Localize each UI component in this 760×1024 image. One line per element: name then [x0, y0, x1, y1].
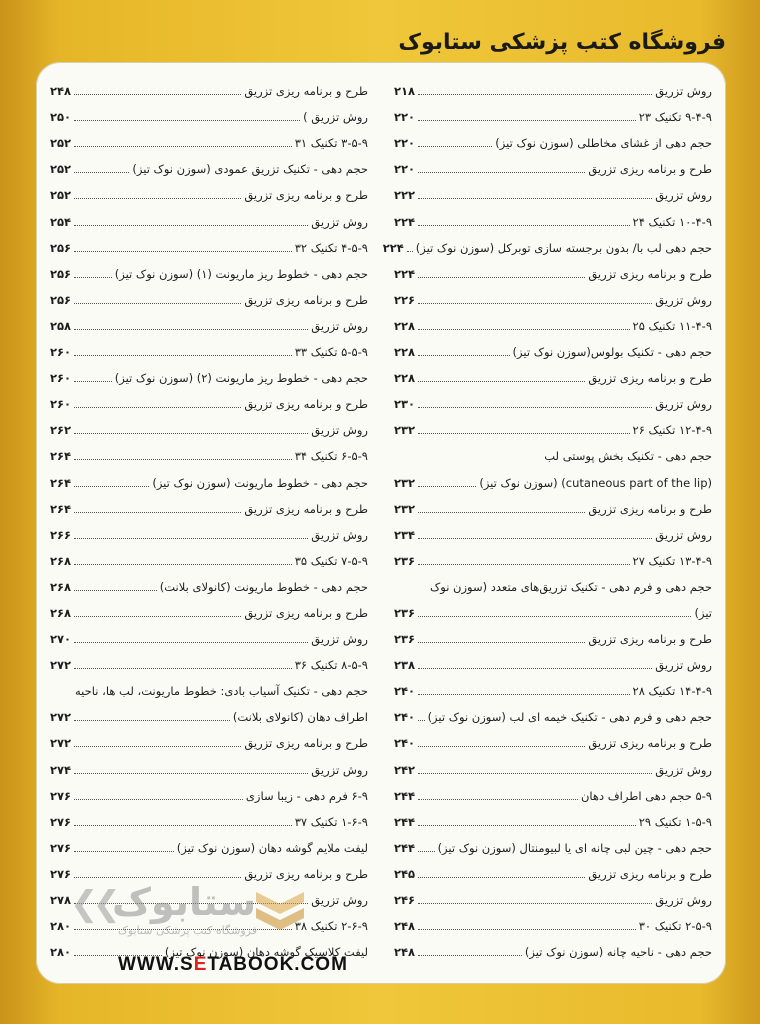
toc-entry: [50, 202, 368, 228]
toc-leader-dots: [418, 486, 476, 487]
toc-entry: [394, 907, 712, 933]
toc-entry-title: روش تزریق: [655, 893, 712, 907]
toc-leader-dots: [418, 329, 629, 330]
toc-leader-dots: [74, 433, 308, 434]
toc-entry: [394, 98, 712, 124]
toc-entry-title: ۵-۹ حجم دهی اطراف دهان: [580, 788, 712, 803]
toc-page-number: ۲۳۶: [394, 553, 416, 568]
toc-leader-dots: [74, 720, 230, 721]
toc-leader-dots: [418, 955, 522, 956]
toc-entry: [394, 411, 712, 437]
toc-entry-title: ۶-۵-۹ تکنیک ۳۴: [294, 449, 368, 464]
toc-entry: [50, 672, 368, 698]
toc-entry: [394, 359, 712, 385]
toc-leader-dots: [418, 642, 585, 643]
toc-page-number: ۲۳۴: [394, 527, 416, 542]
toc-entry-title: حجم دهی - تکنیک بخش پوستی لب: [544, 449, 712, 464]
toc-leader-dots: [74, 146, 292, 147]
toc-entry-title: طرح و برنامه ریزی تزریق: [244, 736, 368, 751]
toc-page-number: ۲۷۰: [50, 632, 72, 647]
toc-leader-dots: [74, 277, 112, 278]
toc-entry: [50, 359, 368, 385]
toc-leader-dots: [74, 616, 241, 617]
toc-entry-title: روش تزریق: [655, 527, 712, 542]
toc-leader-dots: [74, 668, 292, 669]
toc-entry-title: ۴-۵-۹ تکنیک ۳۲: [294, 240, 368, 255]
toc-leader-dots: [418, 773, 652, 774]
toc-page-number: ۲۶۴: [50, 449, 72, 464]
toc-entry: [394, 124, 712, 150]
toc-entry: [50, 176, 368, 202]
toc-page-number: ۲۳۲: [394, 501, 416, 516]
toc-entry: [394, 255, 712, 281]
toc-entry: [394, 777, 712, 803]
toc-page-number: ۲۶۸: [50, 579, 72, 594]
toc-entry-title: طرح و برنامه ریزی تزریق: [244, 501, 368, 516]
toc-page-number: ۲۷۸: [50, 893, 72, 907]
toc-entry: [50, 855, 368, 881]
toc-entry: [394, 698, 712, 724]
toc-leader-dots: [74, 225, 308, 226]
toc-page-number: ۲۶۲: [50, 423, 72, 438]
toc-page-number: ۲۲۴: [394, 266, 416, 281]
toc-entry-title: روش تزریق: [655, 292, 712, 307]
toc-leader-dots: [418, 407, 652, 408]
toc-entry: [50, 411, 368, 437]
toc-page-number: ۲۷۶: [50, 866, 72, 881]
toc-leader-dots: [418, 303, 652, 304]
toc-entry-title: روش تزریق: [311, 318, 368, 333]
toc-entry-title: (cutaneous part of the lip) (سوزن نوک تیز): [479, 475, 712, 490]
toc-leader-dots: [418, 877, 585, 878]
toc-entry-title: ۱۴-۴-۹ تکنیک ۲۸: [632, 684, 712, 699]
toc-page-number: ۲۲۸: [394, 345, 416, 360]
toc-entry-title: ۲-۶-۹ تکنیک ۳۸: [294, 919, 368, 934]
toc-entry: [50, 229, 368, 255]
toc-page-number: ۲۵۲: [50, 136, 72, 151]
toc-page-number: ۲۷۴: [50, 762, 72, 777]
toc-page-number: ۲۵۰: [50, 110, 72, 125]
toc-entry-title: حجم دهی - خطوط ماریونت (سوزن نوک تیز): [152, 475, 368, 490]
toc-leader-dots: [418, 381, 585, 382]
toc-entry: [50, 490, 368, 516]
toc-page-number: ۲۵۶: [50, 292, 72, 307]
toc-entry: [394, 881, 712, 907]
toc-entry-title: لیفت ملایم گوشه دهان (سوزن نوک تیز): [176, 840, 368, 855]
toc-entry: [394, 829, 712, 855]
watermark-subtitle: فروشگاه کتب پزشکی ستابوک: [118, 924, 257, 937]
toc-entry-title: طرح و برنامه ریزی تزریق: [244, 84, 368, 99]
toc-entry: [50, 829, 368, 855]
toc-entry-title: روش تزریق: [655, 84, 712, 99]
toc-entry-title: طرح و برنامه ریزی تزریق: [588, 866, 712, 881]
toc-page-number: ۲۴۴: [394, 840, 416, 855]
toc-column-left: [50, 72, 368, 959]
toc-entry: [394, 490, 712, 516]
toc-page-number: ۲۲۰: [394, 110, 416, 125]
toc-entry-title: طرح و برنامه ریزی تزریق: [588, 266, 712, 281]
toc-page-number: ۲۱۸: [394, 84, 416, 99]
toc-entry: [50, 646, 368, 672]
toc-leader-dots: [418, 146, 492, 147]
toc-page-number: ۲۶۰: [50, 345, 72, 360]
toc-entry: [394, 672, 712, 698]
toc-entry-title: روش تزریق: [311, 762, 368, 777]
toc-entry-title: طرح و برنامه ریزی تزریق: [244, 188, 368, 203]
toc-leader-dots: [418, 172, 585, 173]
toc-entry: [50, 333, 368, 359]
toc-page-number: ۲۵۲: [50, 162, 72, 177]
toc-page-number: ۲۵۲: [50, 188, 72, 203]
toc-leader-dots: [418, 694, 629, 695]
toc-entry: [394, 933, 712, 959]
toc-page-number: ۲۷۶: [50, 814, 72, 829]
toc-leader-dots: [407, 251, 413, 252]
toc-entry: [394, 72, 712, 98]
toc-entry: [394, 176, 712, 202]
toc-column-right: [382, 72, 712, 960]
toc-entry-title: ۱-۶-۹ تکنیک ۳۷: [294, 814, 368, 829]
toc-entry: [394, 385, 712, 411]
toc-page-number: ۲۳۰: [394, 397, 416, 412]
toc-page-number: ۲۲۰: [394, 136, 416, 151]
toc-leader-dots: [74, 120, 300, 121]
toc-entry-title: طرح و برنامه ریزی تزریق: [244, 397, 368, 412]
toc-leader-dots: [418, 929, 636, 930]
toc-leader-dots: [418, 512, 585, 513]
toc-entry: [50, 437, 368, 463]
toc-entry: [50, 124, 368, 150]
toc-entry: [394, 516, 712, 542]
toc-entry-title: روش تزریق ): [303, 110, 368, 125]
toc-leader-dots: [74, 538, 308, 539]
toc-page-number: ۲۶۸: [50, 553, 72, 568]
toc-entry: [394, 463, 712, 489]
toc-entry: [50, 620, 368, 646]
toc-leader-dots: [418, 564, 629, 565]
url-accent-letter: E: [193, 954, 208, 975]
toc-entry-title: ۵-۵-۹ تکنیک ۳۳: [294, 345, 368, 360]
toc-entry-title: ۸-۵-۹ تکنیک ۳۶: [294, 658, 368, 673]
toc-leader-dots: [418, 225, 629, 226]
toc-entry-title: ۱۲-۴-۹ تکنیک ۲۶: [632, 423, 712, 438]
toc-page-number: ۲۶۰: [50, 371, 72, 386]
toc-leader-dots: [74, 94, 241, 95]
toc-page-number: ۲۴۵: [394, 866, 416, 881]
toc-entry: [394, 646, 712, 672]
toc-leader-dots: [74, 746, 241, 747]
toc-entry: [394, 803, 712, 829]
toc-entry: [50, 385, 368, 411]
toc-entry: [394, 202, 712, 228]
toc-page-number: ۲۳۸: [394, 658, 416, 673]
website-url[interactable]: [118, 954, 348, 976]
toc-entry: [50, 281, 368, 307]
toc-entry-title: روش تزریق: [311, 527, 368, 542]
toc-entry-title: حجم دهی - تکنیک آسیاب بادی: خطوط ماریونت، لب ها، ناحیه: [75, 684, 368, 699]
toc-page-number: ۲۲۰: [394, 162, 416, 177]
toc-entry-title: روش تزریق: [655, 188, 712, 203]
toc-leader-dots: [74, 799, 243, 800]
toc-page-number: ۲۷۶: [50, 840, 72, 855]
toc-page-number: ۲۵۸: [50, 318, 72, 333]
toc-leader-dots: [74, 642, 308, 643]
toc-leader-dots: [74, 172, 129, 173]
toc-entry-title: ۹-۴-۹ تکنیک ۲۳: [638, 110, 712, 125]
toc-entry-title: حجم دهی و فرم دهی - تکنیک خیمه ای لب (سوزن نوک تیز): [427, 710, 712, 725]
toc-entry: [50, 72, 368, 98]
toc-entry-title: طرح و برنامه ریزی تزریق: [588, 736, 712, 751]
toc-entry-title: حجم دهی - چین لبی چانه ای یا لبیومنتال (سوزن نوک تیز): [437, 840, 712, 855]
toc-entry-title: ۷-۵-۹ تکنیک ۳۵: [294, 553, 368, 568]
toc-entry-title: روش تزریق: [311, 893, 368, 907]
toc-entry: [394, 333, 712, 359]
toc-entry: [50, 542, 368, 568]
toc-entry: [394, 855, 712, 881]
toc-leader-dots: [418, 94, 652, 95]
toc-entry: [394, 594, 712, 620]
toc-entry-title: طرح و برنامه ریزی تزریق: [244, 605, 368, 620]
toc-page-number: ۲۳۲: [394, 423, 416, 438]
toc-entry-title: لیفت کلاسیک گوشه دهان (سوزن نوک تیز): [164, 945, 368, 960]
toc-entry-title: ۱۱-۴-۹ تکنیک ۲۵: [632, 318, 712, 333]
toc-page-number: ۲۶۰: [50, 397, 72, 412]
toc-entry: [394, 620, 712, 646]
toc-entry: [394, 542, 712, 568]
toc-leader-dots: [418, 903, 652, 904]
toc-page-number: ۲۴۶: [394, 893, 416, 907]
toc-entry-title: ۱۰-۴-۹ تکنیک ۲۴: [632, 214, 712, 229]
toc-page-number: ۲۴۴: [394, 788, 416, 803]
toc-leader-dots: [74, 773, 308, 774]
toc-page-number: ۲۷۲: [50, 658, 72, 673]
toc-entry-title: روش تزریق: [311, 214, 368, 229]
toc-leader-dots: [74, 851, 174, 852]
toc-page-number: ۲۲۴: [394, 214, 416, 229]
toc-entry-title: ۱-۵-۹ تکنیک ۲۹: [638, 814, 712, 829]
toc-entry: [394, 568, 712, 594]
toc-leader-dots: [74, 486, 149, 487]
toc-entry-title: حجم دهی و فرم دهی - تکنیک تزریق‌های متعدد (سوزن نوک: [429, 579, 712, 594]
toc-entry: [50, 568, 368, 594]
toc-page-number: ۲۴۰: [394, 710, 416, 725]
toc-entry: [50, 594, 368, 620]
toc-entry: [394, 437, 712, 463]
toc-page-number: ۲۶۶: [50, 527, 72, 542]
stacked-chevron-logo-icon: [250, 882, 310, 938]
toc-page-number: ۲۴۸: [50, 84, 72, 99]
toc-entry-title: روش تزریق: [655, 762, 712, 777]
toc-entry-title: حجم دهی - ناحیه چانه (سوزن نوک تیز): [524, 945, 712, 960]
store-title: فروشگاه کتب پزشکی ستابوک: [398, 30, 726, 55]
toc-entry: [394, 307, 712, 333]
toc-leader-dots: [74, 381, 112, 382]
toc-page-number: ۲۲۴: [382, 240, 404, 255]
toc-leader-dots: [418, 668, 652, 669]
toc-entry-title: طرح و برنامه ریزی تزریق: [588, 162, 712, 177]
url-part-2: TABOOK.COM: [207, 954, 348, 975]
toc-entry-title: روش تزریق: [311, 632, 368, 647]
toc-page-number: ۲۲۸: [394, 371, 416, 386]
toc-leader-dots: [74, 303, 241, 304]
toc-page-number: ۲۲۲: [394, 188, 416, 203]
toc-entry-title: ۶-۹ فرم دهی - زیبا سازی: [245, 788, 368, 803]
toc-page-number: ۲۵۶: [50, 240, 72, 255]
toc-entry-title: حجم دهی - خطوط ریز ماریونت (۱) (سوزن نوک تیز): [114, 266, 368, 281]
toc-page-number: ۲۵۶: [50, 266, 72, 281]
toc-leader-dots: [74, 355, 292, 356]
toc-page-number: ۲۶۴: [50, 475, 72, 490]
toc-entry-title: طرح و برنامه ریزی تزریق: [588, 501, 712, 516]
watermark-word: ستابوک: [112, 880, 257, 924]
toc-entry: [394, 150, 712, 176]
toc-leader-dots: [418, 538, 652, 539]
toc-entry-title: ۱۳-۴-۹ تکنیک ۲۷: [632, 553, 712, 568]
toc-entry: [50, 803, 368, 829]
toc-leader-dots: [418, 746, 585, 747]
chevrons-icon: ❮❮: [70, 884, 115, 924]
toc-page: [36, 62, 726, 984]
toc-entry-title: ۲-۵-۹ تکنیک ۳۰: [638, 919, 712, 934]
toc-entry-title: طرح و برنامه ریزی تزریق: [244, 866, 368, 881]
toc-entry: [394, 281, 712, 307]
toc-page-number: ۲۴۸: [394, 945, 416, 960]
toc-page-number: ۲۴۴: [394, 814, 416, 829]
toc-entry: [50, 516, 368, 542]
toc-entry-title: طرح و برنامه ریزی تزریق: [588, 371, 712, 386]
toc-leader-dots: [74, 512, 241, 513]
toc-entry: [50, 724, 368, 750]
toc-entry: [50, 698, 368, 724]
toc-page-number: ۲۸۰: [50, 945, 72, 960]
toc-page-number: ۲۷۲: [50, 710, 72, 725]
toc-leader-dots: [418, 120, 636, 121]
toc-leader-dots: [418, 851, 435, 852]
toc-page-number: ۲۴۸: [394, 919, 416, 934]
toc-entry: [382, 229, 712, 255]
toc-page-number: ۲۶۸: [50, 605, 72, 620]
toc-leader-dots: [418, 616, 691, 617]
toc-page-number: ۲۳۲: [394, 475, 416, 490]
setabook-watermark: [70, 878, 370, 948]
toc-page-number: ۲۷۶: [50, 788, 72, 803]
toc-entry-title: اطراف دهان (کانولای بلانت): [232, 710, 368, 725]
toc-leader-dots: [418, 825, 636, 826]
toc-entry: [394, 724, 712, 750]
toc-leader-dots: [418, 277, 585, 278]
toc-entry: [50, 307, 368, 333]
url-part-1: WWW.S: [118, 954, 194, 975]
toc-leader-dots: [74, 407, 241, 408]
toc-leader-dots: [74, 329, 308, 330]
toc-entry-title: روش تزریق: [655, 658, 712, 673]
toc-entry-title: ۳-۵-۹ تکنیک ۳۱: [294, 136, 368, 151]
toc-leader-dots: [418, 799, 578, 800]
toc-entry-title: حجم دهی - تکنیک تزریق عمودی (سوزن نوک تیز): [132, 162, 368, 177]
toc-leader-dots: [74, 825, 292, 826]
toc-entry-title: طرح و برنامه ریزی تزریق: [588, 632, 712, 647]
toc-page-number: ۲۶۴: [50, 501, 72, 516]
toc-leader-dots: [418, 355, 509, 356]
toc-page-number: ۲۴۰: [394, 684, 416, 699]
toc-page-number: ۲۲۶: [394, 292, 416, 307]
toc-entry: [50, 463, 368, 489]
toc-entry-title: روش تزریق: [311, 423, 368, 438]
toc-entry-title: روش تزریق: [655, 397, 712, 412]
toc-entry: [50, 777, 368, 803]
toc-leader-dots: [74, 459, 292, 460]
toc-entry-title: طرح و برنامه ریزی تزریق: [244, 292, 368, 307]
toc-leader-dots: [74, 251, 292, 252]
toc-entry-title: تیز): [694, 605, 712, 620]
toc-entry-title: حجم دهی - خطوط ریز ماریونت (۲) (سوزن نوک تیز): [114, 371, 368, 386]
toc-page-number: ۲۴۰: [394, 736, 416, 751]
toc-entry: [50, 150, 368, 176]
toc-leader-dots: [74, 590, 157, 591]
toc-page-number: ۲۳۶: [394, 605, 416, 620]
toc-entry-title: حجم دهی - تکنیک بولوس(سوزن نوک تیز): [512, 345, 712, 360]
toc-entry: [50, 750, 368, 776]
toc-entry: [50, 98, 368, 124]
toc-leader-dots: [418, 198, 652, 199]
toc-entry-title: حجم دهی لب با/ بدون برجسته سازی توبرکل (سوزن نوک تیز): [415, 240, 712, 255]
toc-page-number: ۲۷۲: [50, 736, 72, 751]
toc-entry-title: حجم دهی - خطوط ماریونت (کانولای بلانت): [159, 579, 368, 594]
toc-leader-dots: [74, 198, 241, 199]
toc-leader-dots: [418, 720, 425, 721]
toc-entry-title: حجم دهی از غشای مخاطلی (سوزن نوک تیز): [495, 136, 712, 151]
toc-page-number: ۲۵۴: [50, 214, 72, 229]
toc-entry: [394, 750, 712, 776]
toc-page-number: ۲۲۸: [394, 318, 416, 333]
toc-page-number: ۲۳۶: [394, 632, 416, 647]
toc-page-number: ۲۸۰: [50, 919, 72, 934]
toc-entry: [50, 255, 368, 281]
toc-leader-dots: [74, 564, 292, 565]
toc-leader-dots: [418, 433, 629, 434]
toc-page-number: ۲۴۲: [394, 762, 416, 777]
